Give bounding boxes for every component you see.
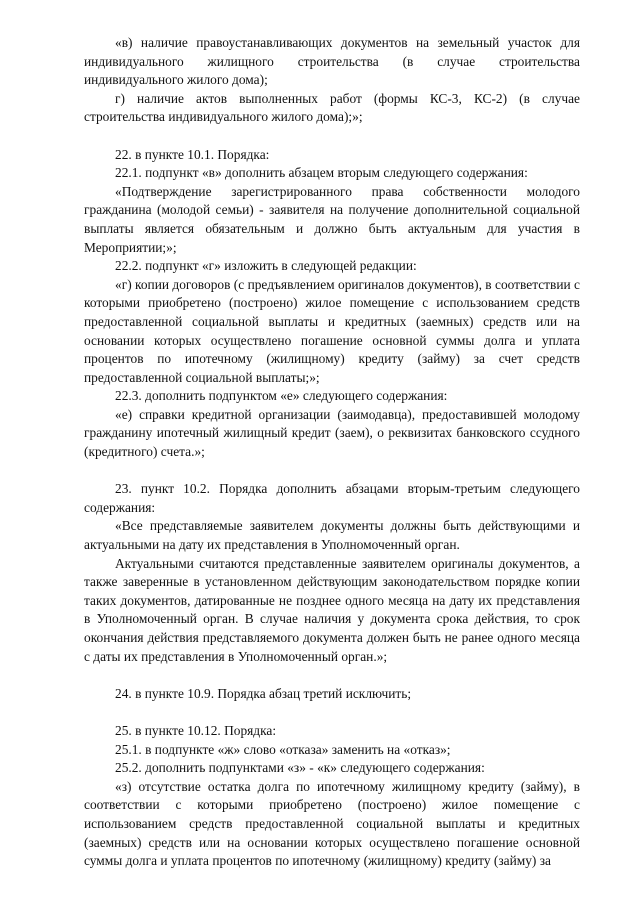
document-page [84,34,580,871]
paragraph-23-text-2: Актуальными считаются представленные заявителем оригиналы документов, а также заверенные в установленном действующим законодательством порядке копии таких документов, датированные не позднее одного месяца на дату их представления в Уполномоченный орган. В случае наличия у документа срока действия, то срок окончания действия представляемого документа должен быть не ранее одного месяца с даты их представления в Уполномоченный орган.»; [84,555,580,664]
paragraph-25-2-text: «з) отсутствие остатка долга по ипотечному жилищному кредиту (займу), в соответствии с которыми приобретено (построено) жилое помещение с использованием средств предоставленной социальной выплаты и кредитных (заемных) средств или на основании которых осуществлено погашение основной суммы долга и уплата процентов по ипотечному (жилищному) кредиту (займу) за [84,778,580,869]
paragraph-22-3-text: «е) справки кредитной организации (заимодавца), предоставившей молодому гражданину ипотечный жилищный кредит (заем), о реквизитах банковского ссудного (кредитного) счета.»; [84,406,580,460]
paragraph-22-1-text: «Подтверждение зарегистрированного права собственности молодого гражданина (молодой семьи) - заявителя на получение дополнительной социальной выплаты является обязательным и должно быть актуальным для участия в Мероприятии;»; [84,183,580,255]
paragraph-23-text-1: «Все представляемые заявителем документы должны быть действующими и актуальными на дату их представления в Уполномоченный орган. [84,518,580,553]
spacer [84,703,580,722]
paragraph-23: 23. пункт 10.2. Порядка дополнить абзацами вторым-третьим следующего содержания: [84,481,580,515]
paragraph-22-2: 22.2. подпункт «г» изложить в следующей редакции: [115,258,417,274]
paragraph-22-1: 22.1. подпункт «в» дополнить абзацем вторым следующего содержания: [115,165,528,181]
paragraph-25-1: 25.1. в подпункте «ж» слово «отказа» заменить на «отказ»; [115,741,451,757]
paragraph-22-3: 22.3. дополнить подпунктом «е» следующего содержания: [115,388,448,404]
paragraph-22-2-text: «г) копии договоров (с предъявлением оригиналов документов), в соответствии с которыми приобретено (построено) жилое помещение с использованием средств предоставленной социальной выплаты и кредитных (заемных) средств или на основании которых осуществлено погашение основной суммы долга и уплата процентов по ипотечному (жилищному) кредиту (займу) за счет средств предоставленной социальной выплаты;»; [84,276,580,385]
paragraph-22: 22. в пункте 10.1. Порядка: [115,146,270,162]
paragraph-item-g: г) наличие актов выполненных работ (формы КС-3, КС-2) (в случае строительства индивидуального жилого дома);»; [84,90,580,125]
paragraph-24: 24. в пункте 10.9. Порядка абзац третий исключить; [115,685,412,701]
paragraph-25-2: 25.2. дополнить подпунктами «з» - «к» следующего содержания: [115,760,485,776]
paragraph-item-v: «в) наличие правоустанавливающих документов на земельный участок для индивидуального жилищного строительства (в случае строительства индивидуального жилого дома); [84,35,580,88]
spacer [84,462,580,481]
spacer [84,127,580,146]
spacer [84,666,580,685]
paragraph-25: 25. в пункте 10.12. Порядка: [115,722,277,738]
